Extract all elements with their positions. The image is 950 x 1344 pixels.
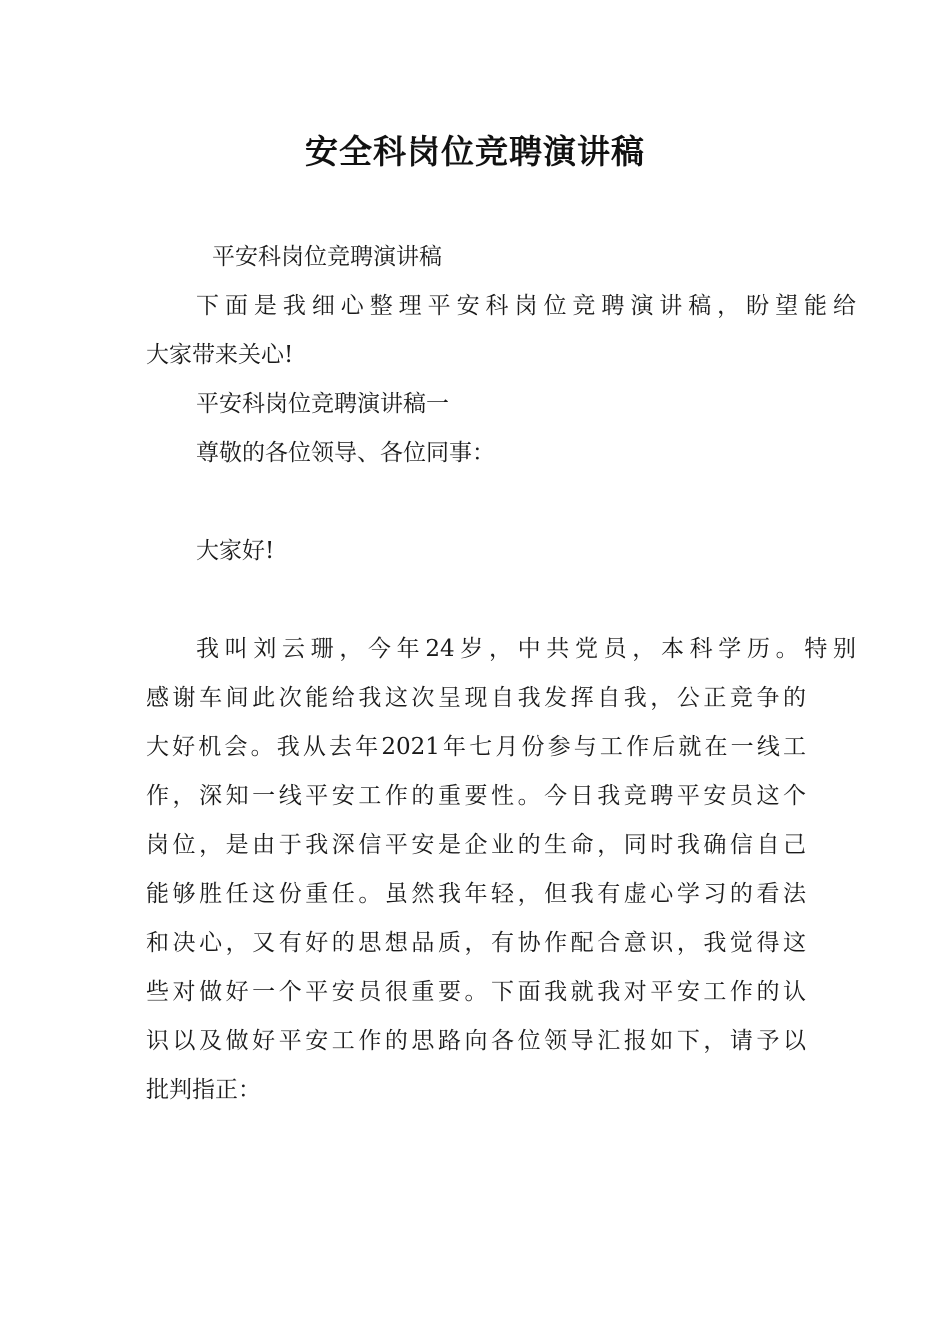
greeting-paragraph <box>146 527 806 576</box>
paragraph-line: 批判指正： <box>146 1077 261 1103</box>
subtitle-paragraph <box>146 233 806 282</box>
paragraph-line: 大好机会。我从去年2021年七月份参与工作后就在一线工 <box>146 734 806 760</box>
paragraph-line: 些对做好一个平安员很重要。下面我就我对平安工作的认 <box>146 979 806 1005</box>
document-body <box>146 233 856 1115</box>
blank-line <box>146 576 806 625</box>
paragraph-line: 平安科岗位竞聘演讲稿一 <box>196 391 449 417</box>
paragraph-line: 大家好! <box>196 538 275 564</box>
paragraph-line: 作，深知一线平安工作的重要性。今日我竞聘平安员这个 <box>146 783 806 809</box>
paragraph-line: 下面是我细心整理平安科岗位竞聘演讲稿，盼望能给 <box>196 293 856 319</box>
paragraph-line: 尊敬的各位领导、各位同事： <box>196 440 495 466</box>
paragraph-line: 感谢车间此次能给我这次呈现自我发挥自我，公正竞争的 <box>146 685 806 711</box>
paragraph-line: 识以及做好平安工作的思路向各位领导汇报如下，请予以 <box>146 1028 806 1054</box>
paragraph-line: 我叫刘云珊，今年24岁，中共党员，本科学历。特别 <box>196 636 856 662</box>
paragraph-line: 能够胜任这份重任。虽然我年轻，但我有虚心学习的看法 <box>146 881 806 907</box>
paragraph-line: 岗位，是由于我深信平安是企业的生命，同时我确信自己 <box>146 832 806 858</box>
document-title: 安全科岗位竞聘演讲稿 <box>305 132 645 171</box>
paragraph-line: 和决心，又有好的思想品质，有协作配合意识，我觉得这 <box>146 930 806 956</box>
blank-line <box>146 478 806 527</box>
main-paragraph <box>146 625 856 1115</box>
paragraph-line: 平安科岗位竞聘演讲稿 <box>212 244 442 270</box>
intro-paragraph <box>146 282 856 380</box>
heading-paragraph <box>146 380 806 429</box>
salutation-paragraph <box>146 429 806 478</box>
paragraph-line: 大家带来关心! <box>146 342 294 368</box>
